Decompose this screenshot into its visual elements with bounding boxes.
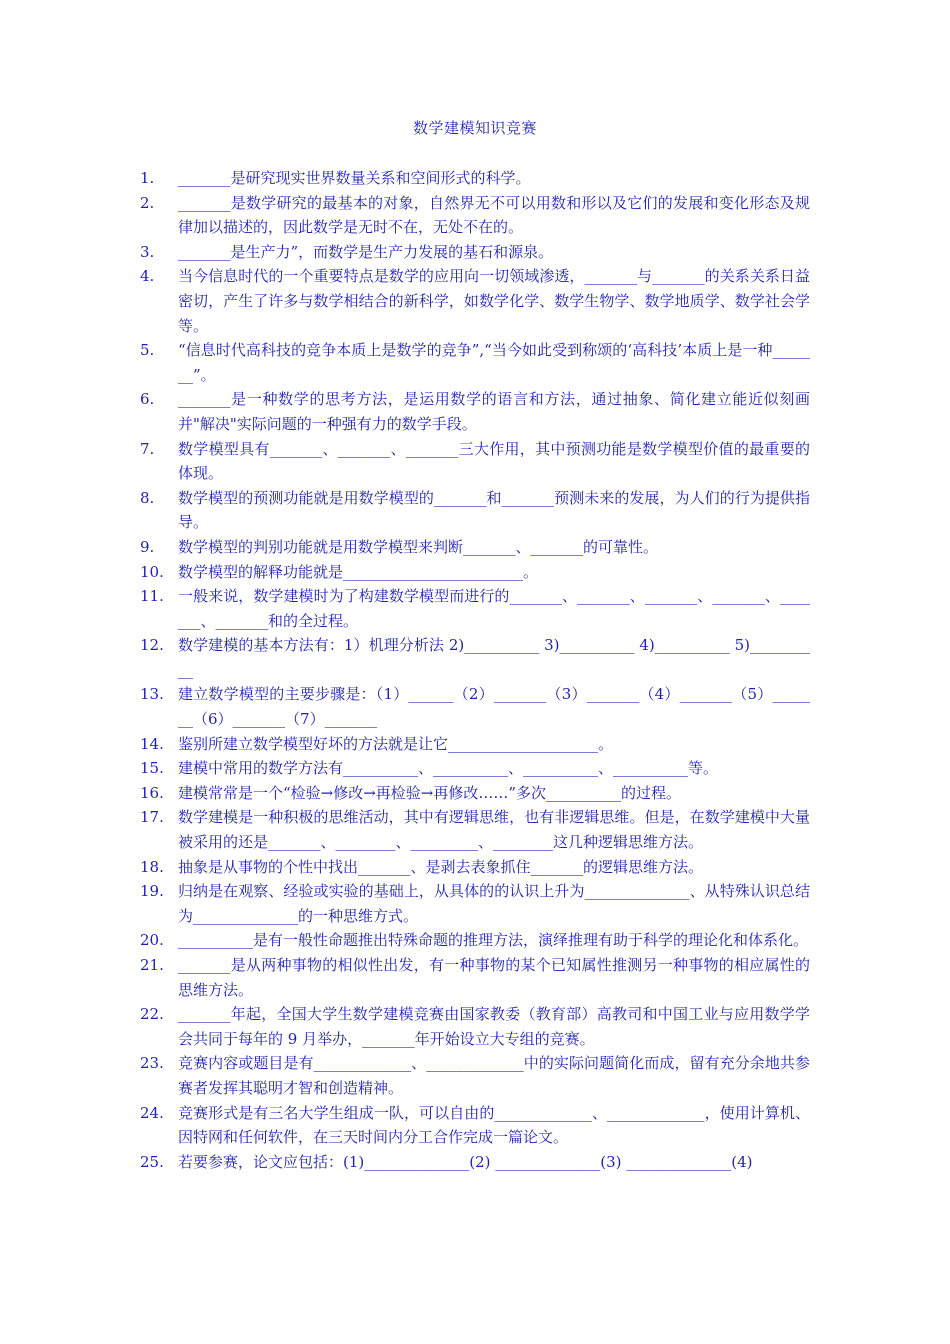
question-item: [140, 584, 810, 633]
question-text: 建模中常用的数学方法有__________、__________、__________、__________等。: [178, 759, 719, 778]
question-text: 数学建模是一种积极的思维活动，其中有逻辑思维，也有非逻辑思维。但是，在数学建模中大量被采用的还是_______、________、_________、________这几种逻辑思维方法。: [178, 808, 810, 852]
question-number: 11.: [140, 587, 164, 606]
question-text: 一般来说，数学建模时为了构建数学模型而进行的_______、_______、_______、_______、_______、_______和的全过程。: [178, 587, 810, 630]
question-item: [140, 781, 810, 806]
question-text: 鉴别所建立数学模型好坏的方法就是让它____________________。: [178, 734, 614, 753]
question-item: [140, 633, 810, 682]
question-item: [140, 486, 810, 535]
question-text: _______是研究现实世界数量关系和空间形式的科学。: [178, 169, 531, 187]
question-number: 18.: [140, 857, 164, 876]
question-item: [140, 338, 810, 387]
question-number: 1.: [140, 169, 155, 187]
question-item: [140, 682, 810, 731]
question-text: 数学建模的基本方法有：1）机理分析法 2)__________ 3)__________ 4)__________ 5)__________: [178, 636, 810, 679]
question-item: [140, 953, 810, 1002]
question-number: 22.: [140, 1005, 164, 1024]
question-number: 7.: [140, 439, 155, 458]
question-text: __________是有一般性命题推出特殊命题的推理方法，演绎推理有助于科学的理论化和体系化。: [178, 931, 809, 950]
question-text: 归纳是在观察、经验或实验的基础上，从具体的的认识上升为______________、从特殊认识总结为______________的一种思维方式。: [178, 882, 810, 925]
question-text: _______是从两种事物的相似性出发，有一种事物的某个已知属性推测另一种事物的相应属性的思维方法。: [178, 956, 810, 999]
question-number: 3.: [140, 242, 155, 261]
question-text: 数学模型的预测功能就是用数学模型的_______和_______预测未来的发展，为人们的行为提供指导。: [178, 488, 810, 532]
question-item: [140, 1101, 810, 1150]
question-number: 20.: [140, 931, 164, 950]
question-number: 13.: [140, 685, 164, 704]
question-item: [140, 1002, 810, 1051]
question-text: 数学模型具有_______、_______、_______三大作用，其中预测功能是数学模型价值的最重要的体现。: [178, 439, 810, 483]
question-text: 若要参赛，论文应包括：(1)______________(2) ______________(3) ______________(4): [178, 1152, 753, 1171]
question-number: 15.: [140, 759, 164, 778]
question-text: “信息时代高科技的竞争本质上是数学的竞争”,“当今如此受到称颂的‘高科技’本质上是一种_______”。: [178, 341, 810, 384]
question-number: 8.: [140, 488, 155, 507]
question-text: 建模常常是一个“检验→修改→再检验→再修改……”多次__________的过程。: [178, 783, 682, 802]
question-item: [140, 535, 810, 560]
question-text: 数学模型的判别功能就是用数学模型来判断_______、_______的可靠性。: [178, 537, 659, 556]
question-item: [140, 560, 810, 585]
question-item: [140, 855, 810, 880]
question-number: 24.: [140, 1103, 164, 1122]
question-item: [140, 437, 810, 486]
question-text: 竞赛内容或题目是有_____________、_____________中的实际问题简化而成，留有充分余地共参赛者发挥其聪明才智和创造精神。: [178, 1054, 810, 1097]
question-number: 23.: [140, 1054, 164, 1073]
question-number: 16.: [140, 783, 164, 802]
question-item: [140, 240, 810, 265]
question-number: 10.: [140, 562, 164, 581]
question-item: [140, 879, 810, 928]
question-item: [140, 166, 810, 191]
question-text: 数学模型的解释功能就是________________________。: [178, 562, 539, 581]
document-title: 数学建模知识竞赛: [412, 119, 537, 137]
question-number: 2.: [140, 193, 155, 212]
question-text: 竞赛形式是有三名大学生组成一队，可以自由的_____________、_____________，使用计算机、因特网和任何软件，在三天时间内分工合作完成一篇论文。: [178, 1103, 810, 1147]
question-item: [140, 928, 810, 953]
question-item: [140, 805, 810, 854]
question-number: 17.: [140, 808, 164, 827]
question-text: _______是一种数学的思考方法，是运用数学的语言和方法，通过抽象、简化建立能近似刻画并"解决"实际问题的一种强有力的数学手段。: [178, 390, 810, 433]
question-item: [140, 387, 810, 436]
question-number: 12.: [140, 636, 164, 655]
question-number: 19.: [140, 882, 164, 901]
question-item: [140, 191, 810, 240]
question-text: _______是数学研究的最基本的对象，自然界无不可以用数和形以及它们的发展和变化形态及规律加以描述的，因此数学是无时不在，无处不在的。: [178, 193, 810, 237]
question-text: 建立数学模型的主要步骤是：（1）______（2）_______（3）_______（4）_______（5）_______（6）_______（7）_______: [178, 685, 810, 729]
question-number: 5.: [140, 341, 155, 360]
question-item: [140, 264, 810, 338]
question-number: 4.: [140, 267, 155, 286]
question-item: [140, 756, 810, 781]
question-text: _______年起，全国大学生数学建模竞赛由国家教委（教育部）高教司和中国工业与应用数学学会共同于每年的 9 月举办，_______年开始设立大专组的竞赛。: [178, 1005, 810, 1048]
question-list: [140, 166, 810, 1174]
question-number: 9.: [140, 537, 155, 556]
question-item: [140, 1150, 810, 1175]
question-number: 21.: [140, 956, 164, 974]
question-text: 当今信息时代的一个重要特点是数学的应用向一切领域渗透，_______与_______的关系关系日益密切，产生了许多与数学相结合的新科学，如数学化学、数学生物学、数学地质学、数学社会学等。: [178, 267, 810, 335]
question-number: 6.: [140, 390, 155, 409]
question-item: [140, 732, 810, 757]
question-text: _______是生产力”，而数学是生产力发展的基石和源泉。: [178, 242, 554, 261]
question-item: [140, 1051, 810, 1100]
question-number: 25.: [140, 1152, 164, 1171]
question-text: 抽象是从事物的个性中找出_______、是剥去表象抓住_______的逻辑思维方法。: [178, 857, 704, 876]
question-number: 14.: [140, 734, 164, 753]
